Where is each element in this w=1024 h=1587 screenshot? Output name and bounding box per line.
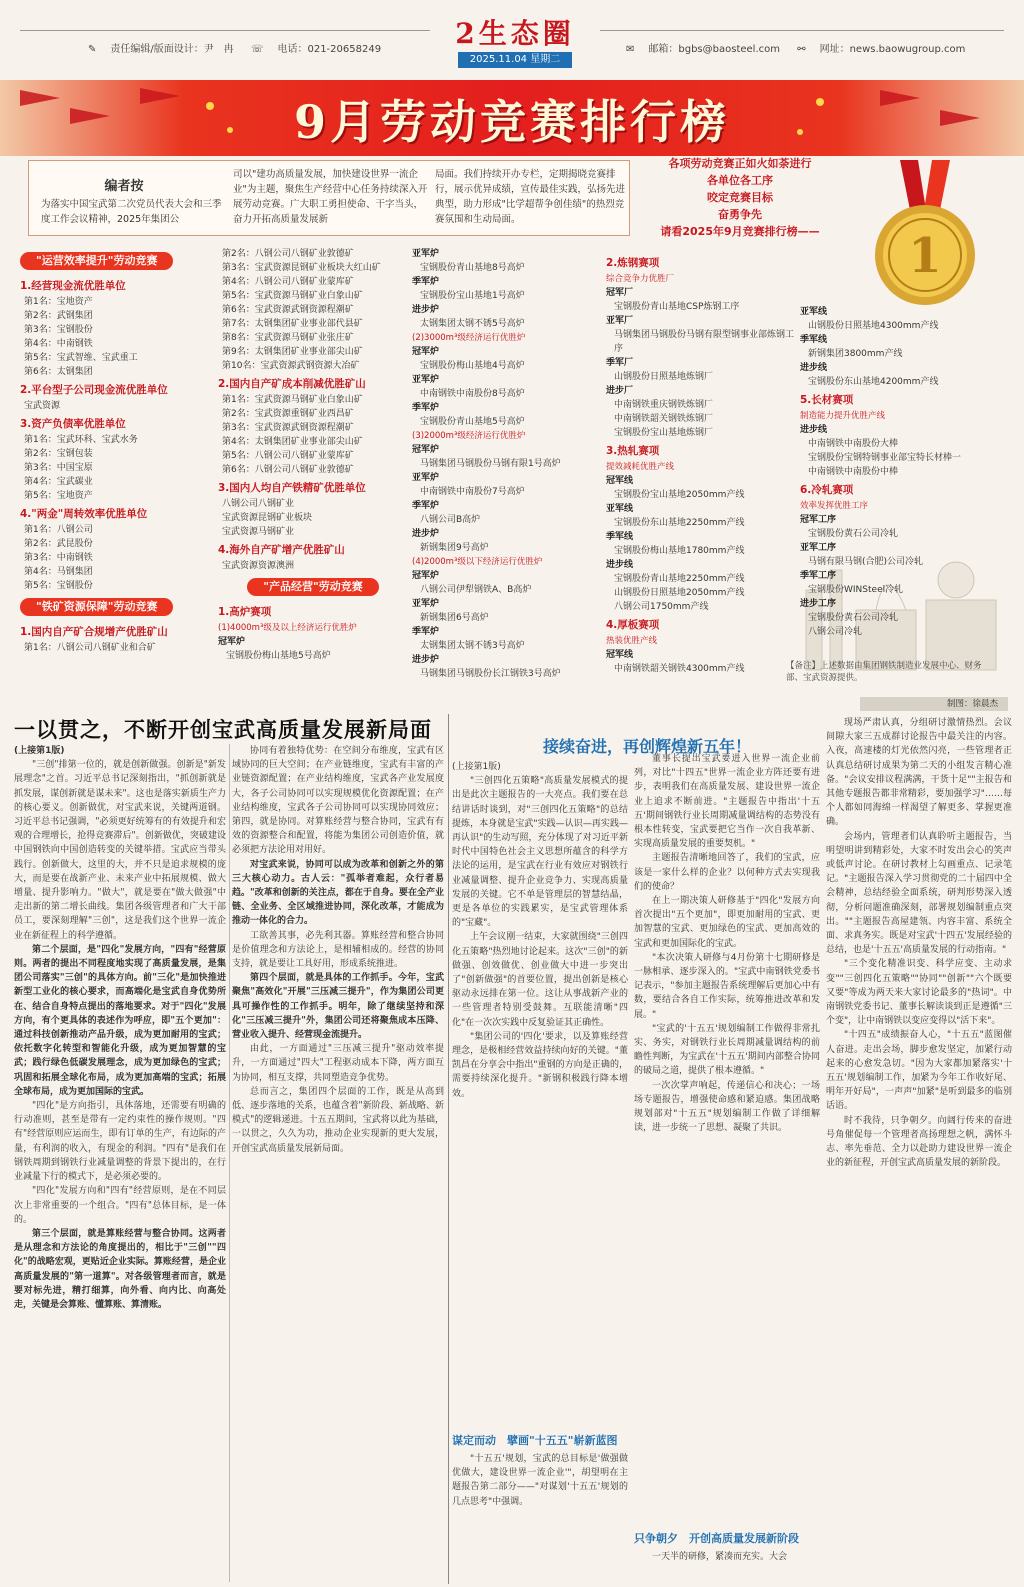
- paragraph: 现场严肃认真，分组研讨激情热烈。会议间隙大家三五成群讨论报告中最关注的内容。入夜，高速楼的灯光依然闪亮，一些管理者正认真总结研讨成果为第二天的小组发言精心准备。"会议安排议程满满，干货十足""主报告和其他专题报告都非常精彩，要加强学习"……每个人都如同海绵一样渴望了解更多、掌握更准确。: [826, 718, 1012, 828]
- rank-label: 进步炉: [412, 305, 440, 315]
- email-address[interactable]: 邮箱：bgbs@baosteel.com: [648, 44, 780, 55]
- rank-list: [20, 295, 210, 379]
- slogan-line: 请看2025年9月竞赛排行榜——: [660, 225, 820, 238]
- award-heading: 1.国内自产矿合规增产优胜矿山: [20, 626, 168, 638]
- rank-list: [218, 497, 408, 539]
- article-divider: [448, 714, 449, 1584]
- award-heading: 3.资产负债率优胜单位: [20, 418, 126, 430]
- rank-label: 冠军厂: [606, 288, 634, 298]
- award-heading: 2.平台型子公司现金流优胜单位: [20, 384, 168, 396]
- rank-item: 第2名：宝钢包装: [24, 449, 93, 459]
- rank-label: 季军工序: [800, 571, 837, 581]
- rank-item: 中南钢铁韶关钢铁炼钢厂: [614, 414, 714, 424]
- rank-item: 第3名：中南钢铁: [24, 553, 93, 563]
- rank-item: 第1名：八钢公司: [24, 525, 93, 535]
- award-subheading: (4)2000m³级以下经济运行优胜炉: [412, 557, 543, 567]
- paragraph: 由此，一方面通过"三压减三提升"驱动效率提升，一方面通过"四大"工程驱动成本下降，两方面互为协同，相互支撑，共同塑造竞争优势。: [232, 1044, 444, 1083]
- award-heading: 5.长材赛项: [800, 394, 854, 406]
- rank-item: 第1名：宝武环科、宝武水务: [24, 435, 138, 445]
- award-subheading: 综合竞争力优胜厂: [606, 274, 675, 284]
- award-heading: 4.厚板赛项: [606, 619, 660, 631]
- award-heading: 2.炼钢赛项: [606, 257, 660, 269]
- rank-item: 第3名：宝武资源武钢资源程潮矿: [222, 423, 354, 433]
- paragraph: "三创四化五策略"高质量发展模式的提出是此次主题报告的一大亮点。我们要在总结讲话时谈到，对"三创四化五策略"的总结提炼，本身就是宝武"实践—认识—再实践—再认识"的生动写照，充分体现了对习近平新时代中国特色社会主义思想所蕴含的科学方法论的运用，是宝武在行业有效应对钢铁行业减量调整、提升企业竞争力、实现高质量发展的关键。它不单是管理层的智慧结晶，更是各单位的实践累实，是宝武管理体系的"宝藏"。: [452, 776, 628, 929]
- continued-marker: (上接第1版): [14, 746, 65, 756]
- rank-item: 宝钢股份黄石公司冷轧: [808, 613, 899, 623]
- paragraph: "四化"发展方向和"四有"经营原则，是在不同层次上非常重要的一个组合。"四有"总体目标，是一体的。: [14, 1186, 226, 1225]
- rank-item: 马钢集团马钢股份马钢有限1号高炉: [420, 459, 561, 469]
- award-heading: 2.国内自产矿成本削减优胜矿山: [218, 378, 366, 390]
- rank-item: 第3名：中国宝原: [24, 463, 93, 473]
- rank-item: 宝钢股份梅山基地1780mm产线: [614, 546, 745, 556]
- article1-col-a: [14, 744, 226, 1584]
- header-rule-right: [600, 30, 1004, 31]
- article2-col-c: [826, 716, 1012, 1584]
- rank-label: 亚军线: [606, 504, 634, 514]
- rank-list: [218, 247, 408, 373]
- paragraph: 在上一期决策人研修基于"四化"发展方向首次提出"五个更加"，即更加耐用的宝武、更加智慧的宝武、更加绿色的宝武、更加高效的宝武和更加国际化的宝武。: [634, 896, 820, 949]
- rank-label: 冠军炉: [412, 571, 440, 581]
- graphic-credit: 制图：徐晨杰: [860, 697, 1008, 711]
- rank-item: 宝钢股份梅山基地4号高炉: [420, 361, 525, 371]
- paragraph: 会场内，管理者们认真聆听主题报告，当明望明讲到精彩处，大家不时发出会心的笑声或低声讨论。在研讨教材上勾画重点、记录笔记。"主题报告深入学习贯彻党的二十届四中全会精神，总结经验全面系统，研判形势深入透彻，分析问题准确深刻，部署规划编制重点突出。""主题报告高屋建瓴、内容丰富、系统全面、求真务实。既是对宝武'十四五'发展经验的总结，也是'十五五'高质量发展的行动指南。": [826, 831, 1012, 956]
- paragraph: 董事长提出宝武要进入世界一流企业前列，对比"十四五"世界一流企业方阵还要有进步，表明我们在高质量发展、建设世界一流企业上追求不断前进。"主题报告中指出'十五五'期间钢铁行业长周期减量调结构的态势没有根本性转变，宝武要把它当作一次自我革新、实现高质量发展的重要契机。": [634, 754, 820, 850]
- rank-item: 马钢集团马钢股份长江钢铁3号高炉: [420, 669, 561, 679]
- editor-note-col1: 为落实中国宝武第二次党员代表大会和三季度工作会议精神，2025年集团公: [41, 199, 222, 225]
- article2-subheading-b: 只争朝夕 开创高质量发展新阶段: [634, 1532, 799, 1545]
- paragraph: 主题报告清晰地回答了，我们的宝武，应该是一家什么样的企业？以何种方式去实现我们的使命？: [634, 853, 820, 892]
- rank-item: 第4名：宝武碳业: [24, 477, 93, 487]
- rank-item: 宝钢股份青山基地5号高炉: [420, 417, 525, 427]
- article1-title: 一以贯之，不断开创宝武高质量发展新局面: [14, 717, 432, 742]
- issue-date: 2025.11.04 星期二: [458, 52, 572, 68]
- award-heading: 4.海外自产矿增产优胜矿山: [218, 544, 345, 556]
- header-right-info: [626, 40, 979, 55]
- header-left-info: [88, 40, 395, 55]
- paragraph: "十五五'规划，宝武的总目标是'做强做优做大，建设世界一流企业'"，胡望明在主题报告第二部分——"对谋划'十五五'规划的几点思考"中强调。: [452, 1454, 628, 1507]
- rank-item: 第7名：太钢集团矿业事业部代县矿: [222, 319, 363, 329]
- rank-item: 第1名：八钢公司八钢矿业和合矿: [24, 643, 156, 653]
- rank-item: 八钢公司B高炉: [420, 515, 481, 525]
- rank-item: 第10名：宝武资源武钢资源大冶矿: [222, 361, 360, 371]
- rank-item: 第3名：宝武资源昆钢矿业板块大红山矿: [222, 263, 381, 273]
- rank-item: 太钢集团太钢不锈3号高炉: [420, 641, 525, 651]
- rank-label: 进步炉: [412, 655, 440, 665]
- rank-item: 宝钢股份WINSteel冷轧: [808, 585, 904, 595]
- paragraph: 一次次掌声响起，传递信心和决心；一场场专题报告，增强使命感和紧迫感。集团战略规划部对"十五五"规划编制工作做了详细解读，进一步统一了思想、凝聚了共识。: [634, 1080, 820, 1134]
- paragraph: 时不我待，只争朝夕。向阔行传来的奋进号角催促每一个管理者高扬理想之帆，满怀斗志、率先垂范、全力以赴助力建设世界一流企业的新征程，开创宝武高质量发展的新阶段。: [826, 1115, 1012, 1169]
- competition-pill: "铁矿资源保障"劳动竞赛: [20, 598, 173, 616]
- rank-label: 冠军炉: [412, 445, 440, 455]
- rank-item: 宝武资源资源澳洲: [222, 561, 295, 571]
- phone-number: 电话：021-20658249: [277, 44, 382, 55]
- rank-item: 中南钢铁重庆钢铁炼钢厂: [614, 400, 714, 410]
- rank-label: 季军炉: [412, 403, 440, 413]
- editor-credit: 责任编辑/版面设计：尹 冉: [110, 44, 234, 55]
- slogan-line: 咬定竞赛目标: [707, 191, 773, 204]
- rank-label: 亚军炉: [412, 249, 440, 259]
- rank-item: 第2名：武昆股份: [24, 539, 93, 549]
- website-url[interactable]: 网址：news.baowugroup.com: [819, 44, 966, 55]
- rank-item: 宝武资源马钢矿业: [222, 527, 295, 537]
- award-subheading: 提效减耗优胜产线: [606, 462, 675, 472]
- rank-item: 中南钢铁中南股份7号高炉: [420, 487, 525, 497]
- rank-item: 第6名：宝武资源武钢资源程潮矿: [222, 305, 354, 315]
- paragraph: 第三个层面，就是算账经营与整合协同。这两者是从理念和方法论的角度提出的，相比于"三创""四化"的战略宏观，更贴近企业实际。算账经营，是企业高质量发展的"第一道算"。对各级管理者而言，就是要对标先进，精打细算，向外看、向内比、向高处走，关键是会算账、懂算账、算清账。: [14, 1228, 226, 1310]
- paragraph: "四化"是方向指引，具体落地，还需要有明确的行动准则，甚至是带有一定约束性的操作规则。"四有"经营原则应运而生，即有订单的生产，有边际的产量，有利润的收入，有现金的利润。"四有"是我们在钢铁周期到钢铁行业减量调整的背景下提出的，在行业减量下行的模式下，是必须必要的。: [14, 1101, 226, 1183]
- rank-label: 进步线: [606, 560, 634, 570]
- rank-item: 第5名：宝武资源马钢矿业白象山矿: [222, 291, 363, 301]
- paragraph: 工欲善其事，必先利其器。算账经营和整合协同是价值理念和方法论上，是相辅相成的。经营的协同支持，就是要让工具好用，形成系统推进。: [232, 930, 444, 970]
- rank-list: [20, 523, 210, 593]
- rank-item: 宝钢股份东山基地2250mm产线: [614, 518, 745, 528]
- rank-item: 中南钢铁中南股份8号高炉: [420, 389, 525, 399]
- rank-label: 亚军线: [800, 307, 828, 317]
- award-heading: 3.热轧赛项: [606, 445, 660, 457]
- rank-item: 第5名：八钢公司八钢矿业蒙库矿: [222, 451, 354, 461]
- rank-label: 冠军炉: [218, 637, 246, 647]
- article1-col-b: [232, 744, 444, 1584]
- rank-item: 宝武资源昆钢矿业板块: [222, 513, 313, 523]
- svg-text:1: 1: [908, 228, 942, 284]
- paragraph: 第二个层面，是"四化"发展方向，"四有"经营原则。两者的提出不同程度地实现了高质量发展，是集团公司落实"三创"的具体方向。前"三化"是加快推进新型工业化的核心要求，而高端化是宝武自身优势所在、结合自身特点提出的落地要求。对于"四化"发展方向，有个更具体的表述作为呼应，即"五个更加"：通过科技创新推动产品升级，成为更加耐用的宝武；依托数字化转型和智能化升级，成为更加智慧的宝武；践行绿色低碳发展理念，成为更加绿色的宝武；巩固和拓展全球化布局，成为更加高端的宝武；拓展全球布局，成为更加国际的宝武。: [14, 944, 226, 1097]
- rank-label: 季军炉: [412, 627, 440, 637]
- paragraph: 上午会议刚一结束，大家就围绕"三创四化五策略"热烈地讨论起来。这次"三创"的新做强、创效做优、创业做大中进一步突出了"创新做强"的首要位置，提出创新是核心驱动永远排在第一位。这让从事战新产业的一些管理者特别受鼓舞。互联能清晰"四化"在一次次实践中反复验证其正确性。: [452, 932, 628, 1028]
- mail-icon: ✉: [626, 44, 635, 55]
- rank-item: 八钢公司1750mm产线: [614, 602, 709, 612]
- rank-item: 新钢集团6号高炉: [420, 613, 489, 623]
- rank-item: 第6名：太钢集团: [24, 367, 93, 377]
- rank-item: 宝钢股份青山基地CSP炼钢工序: [614, 302, 740, 312]
- ranking-col-4: [606, 252, 796, 676]
- competition-pill: "运营效率提升"劳动竞赛: [20, 252, 173, 270]
- rank-label: 进步炉: [412, 529, 440, 539]
- article2-col-b-tail: [634, 1550, 820, 1584]
- slogan-line: 各项劳动竞赛正如火如荼进行: [668, 157, 812, 170]
- editor-note-col3: 局面。我们持续开办专栏，定期揭晓竞赛排行，展示优异成绩，宣传最佳实践，弘扬先进典型，助力形成"比学超帮争创佳绩"的热烈竞赛氛围和生动局面。: [435, 169, 626, 225]
- rank-item: 第3名：宝钢股份: [24, 325, 93, 335]
- rank-label: 季军炉: [412, 277, 440, 287]
- rank-list: [20, 433, 210, 503]
- rank-item: 山钢股份日照基地2050mm产线: [614, 588, 745, 598]
- rank-label: 亚军工序: [800, 543, 837, 553]
- rank-item: 宝钢股份宝山基地炼钢厂: [614, 428, 714, 438]
- rank-label: 亚军炉: [412, 375, 440, 385]
- paragraph: "集团公司的'四化'要求，以及算账经营理念，是极相经营效益持续向好的关键。"董凯昌在分享会中指出"重钢的方向是正确的，需要持续深化提升。"新钢积极践行降本增效。: [452, 1031, 628, 1099]
- rank-item: 八钢公司伊犁钢铁A、B高炉: [420, 585, 532, 595]
- article2-title: 接续奋进，再创辉煌新五年！: [542, 737, 751, 756]
- rank-label: 冠军线: [606, 476, 634, 486]
- ranking-col-3: [412, 247, 602, 681]
- rank-item: 第1名：宝武资源马钢矿业白象山矿: [222, 395, 363, 405]
- rank-item: 宝钢股份宝钢特钢事业部宝特长材棒一: [808, 453, 962, 463]
- paragraph: 一天半的研修，紧凑而充实。大会: [652, 1552, 788, 1562]
- slogan: [620, 155, 860, 240]
- rank-item: 宝钢股份梅山基地5号高炉: [226, 651, 331, 661]
- editor-note-col2: 司以"建功高质量发展，加快建设世界一流企业"为主题，聚焦生产经营中心任务持续深入开展劳动竞赛。广大职工勇担使命、干字当头，奋力开拓高质量发展新: [233, 169, 428, 225]
- rank-item: 第4名：中南钢铁: [24, 339, 93, 349]
- edit-icon: ✎: [88, 44, 97, 55]
- rank-item: 八钢公司冷轧: [808, 627, 863, 637]
- rank-item: 宝武资源: [24, 401, 61, 411]
- rank-label: 季军线: [800, 335, 828, 345]
- masthead: [0, 0, 1024, 72]
- paragraph: "三个变化精准识变、科学应变、主动求变""三创四化五策略""协同""创新""六个既要又要"等成为两天来大家讨论最多的"热词"。中南钢铁党委书记、董事长解读谈到正是遵循"三个变"，让中南钢铁以变应变得以"活下来"。: [826, 959, 1012, 1027]
- award-subheading: (1)4000m³级及以上经济运行优胜炉: [218, 623, 357, 633]
- editor-note-label: 编者按: [104, 179, 144, 194]
- award-subheading: 制造能力提升优胜产线: [800, 411, 886, 421]
- award-subheading: 热装优胜产线: [606, 636, 658, 646]
- banner-title: 9月劳动竞赛排行榜: [293, 95, 730, 149]
- rank-label: 冠军工序: [800, 515, 837, 525]
- link-icon: ⚯: [797, 44, 806, 55]
- column-divider: [229, 744, 230, 1582]
- rank-item: 中南钢铁韶关钢铁4300mm产线: [614, 664, 745, 674]
- rank-item: 第2名：宝武资源重钢矿业西昌矿: [222, 409, 354, 419]
- header-rule-left: [20, 30, 430, 31]
- rank-item: 太钢集团太钢不锈5号高炉: [420, 319, 525, 329]
- award-heading: 6.冷轧赛项: [800, 484, 854, 496]
- rank-item: 马钢有限马钢(合肥)公司冷轧: [808, 557, 924, 567]
- paragraph: "本次决策人研修与4月份第十七期研修是一脉相承、逐步深入的。"宝武中南钢铁党委书记表示，"参加主题报告系统理解后更加心中有数，要结合各自工作实际，统筹推进改革和发展。": [634, 952, 820, 1020]
- rank-item: 第2名：武钢集团: [24, 311, 93, 321]
- paragraph: "三创"排第一位的，就是创新做强。创新是"新发展理念"之首。习近平总书记深刻指出，"抓创新就是抓发展，谋创新就是谋未来"。这也是落实新质生产力的核心要义。创新做优，对宝武来说，关键两道钢。习近平总书记强调，"必须更好统筹有的有效提升和宏观的合理增长，抢得竞赛滞后"。创新做优，突破建设中国钢铁向中国创造转变的关键举措。宝武应当带头践行。创新做大，这里的大，并不只是追求规模的庞大，而是要在战新产业、未来产业中拓展规模、做大增量、提升影响力。"做大"，就是要在"做大做强"中走出新的第二增长曲线。集团各级管理者和广大干部员工，要深刻理解"三创"，这是我们这个世界一流企业在新征程上的科学遵循。: [14, 760, 226, 941]
- ranking-col-2: [218, 247, 408, 663]
- article2-col-a: [452, 760, 628, 1430]
- rank-list: [218, 393, 408, 477]
- banner: [0, 80, 1024, 156]
- rank-item: 宝钢股份黄石公司冷轧: [808, 529, 899, 539]
- rank-label: 季军炉: [412, 501, 440, 511]
- award-heading: 1.经营现金流优胜单位: [20, 280, 126, 292]
- rank-item: 第5名：宝武智维、宝武重工: [24, 353, 138, 363]
- award-heading: 4."两金"周转效率优胜单位: [20, 508, 148, 520]
- rank-label: 季军厂: [606, 358, 634, 368]
- award-heading: 3.国内人均自产铁精矿优胜单位: [218, 482, 366, 494]
- rank-item: 第4名：八钢公司八钢矿业蒙库矿: [222, 277, 354, 287]
- rank-label: 季军线: [606, 532, 634, 542]
- award-subheading: (3)2000m³级经济运行优胜炉: [412, 431, 526, 441]
- rank-item: 马钢集团马钢股份马钢有限型钢事业部炼钢工序: [614, 330, 795, 354]
- slogan-line: 各单位各工序: [707, 174, 773, 187]
- paragraph: "十四五"成绩振奋人心，"十五五"蓝图催人奋进。走出会场，脚步愈发坚定，加紧行动起来的心愈发急切。"因为大家都加紧落实'十五五'规划编制工作，加紧为今年工作收好尾、明年开好局"，一声声"加紧"是听到最多的临别话语。: [826, 1030, 1012, 1112]
- paragraph: 对宝武来说，协同可以成为改革和创新之外的第三大核心动力。古人云："孤举者难起，众行者易趋。"改革和创新的关注点，都在于自身。要在全产业链、全业务、全区域推进协同，深化改革，才能成为推动一体化的合力。: [232, 859, 444, 927]
- rank-item: 宝钢股份宝山基地2050mm产线: [614, 490, 745, 500]
- section-name: 2生态圈: [455, 17, 575, 50]
- article2-subheading-a: 谋定而动 擘画"十五五"崭新蓝图: [452, 1434, 618, 1447]
- rank-label: 进步线: [800, 425, 828, 435]
- rank-item: 山钢股份日照基地炼钢厂: [614, 372, 714, 382]
- rank-label: 亚军炉: [412, 599, 440, 609]
- data-source-note: 【备注】上述数据由集团钢铁制造业发展中心、财务部、宝武资源提供。: [786, 661, 982, 683]
- rank-label: 进步厂: [606, 386, 634, 396]
- rank-item: 第5名：宝钢股份: [24, 581, 93, 591]
- rank-item: 第8名：宝武资源马钢矿业张庄矿: [222, 333, 354, 343]
- rank-label: 亚军厂: [606, 316, 634, 326]
- rank-item: 中南钢铁中南股份中棒: [808, 467, 899, 477]
- rank-item: 宝钢股份东山基地4200mm产线: [808, 377, 939, 387]
- paragraph: 协同有着独特优势：在空间分布维度，宝武有区域协同的巨大空间；在产业链维度，宝武有丰富的产业链资源配置；在产业结构维度，宝武各产业发展度大，各子公司协同可以实现规模优化资源配置；在产业结构维度，宝武各子公司协同可以实现协同效应；第四，就是协同。对算账经营与整合协同，宝武有有效的资源整合和配置，将能为集团公司创造价值，就必须把方法论用对用好。: [232, 746, 444, 856]
- ranking-col-1: [20, 247, 210, 655]
- rank-item: 第9名：太钢集团矿业事业部尖山矿: [222, 347, 363, 357]
- rank-item: 第6名：八钢公司八钢矿业敦德矿: [222, 465, 354, 475]
- rank-item: 第1名：宝地资产: [24, 297, 93, 307]
- rank-label: 进步工序: [800, 599, 837, 609]
- rank-label: 冠军线: [606, 650, 634, 660]
- article2-col-b: [634, 752, 820, 1432]
- rank-item: 宝钢股份青山基地2250mm产线: [614, 574, 745, 584]
- rank-item: 第2名：八钢公司八钢矿业敦德矿: [222, 249, 354, 259]
- paragraph: "宝武的'十五五'规划编制工作做得非常扎实、务实，对钢铁行业长周期减量调结构的前瞻性判断，为宝武在'十五五'期间内部整合协同的破局之道，提供了根本遵循。": [634, 1023, 820, 1077]
- paragraph: 总而言之，集团四个层面的工作，既是从高到低、逐步落地的关系，也蕴含着"新阶段、新战略、新模式"的逻辑递进。十五五期间，宝武将以此为基础，一以贯之，久久为功，推动企业实现新的更大发展，开创宝武高质量发展新局面。: [232, 1086, 444, 1154]
- rank-label: 冠军炉: [412, 347, 440, 357]
- rank-item: 中南钢铁中南股份大棒: [808, 439, 899, 449]
- award-subheading: 效率发挥优胜工序: [800, 501, 869, 511]
- ranking-col-5: [800, 305, 1000, 639]
- rank-item: 新钢集团9号高炉: [420, 543, 489, 553]
- phone-icon: ☏: [250, 44, 264, 55]
- rank-label: 进步线: [800, 363, 828, 373]
- rank-label: 亚军炉: [412, 473, 440, 483]
- rank-item: 第5名：宝地资产: [24, 491, 93, 501]
- rank-item: 新钢集团3800mm产线: [808, 349, 903, 359]
- editor-note: [28, 160, 630, 236]
- rank-item: 山钢股份日照基地4300mm产线: [808, 321, 939, 331]
- rank-item: 宝钢股份青山基地8号高炉: [420, 263, 525, 273]
- gold-medal-icon: [860, 160, 990, 310]
- award-subheading: (2)3000m³级经济运行优胜炉: [412, 333, 526, 343]
- rank-item: 第4名：太钢集团矿业事业部尖山矿: [222, 437, 363, 447]
- slogan-line: 奋勇争先: [718, 208, 762, 221]
- paragraph: 第四个层面，就是具体的工作抓手。今年，宝武聚焦"高效化"开展"三压减三提升"，作为集团公司更具可操作性的工作抓手。明年，除了继续坚持和深化"三压减三提升"外，集团公司还将聚焦成本压降、营业收入提升、经营现金流提升。: [232, 973, 444, 1041]
- competition-pill: "产品经营"劳动竞赛: [247, 578, 378, 596]
- rank-item: 第4名：马钢集团: [24, 567, 93, 577]
- rank-item: 宝钢股份宝山基地1号高炉: [420, 291, 525, 301]
- continued-marker: (上接第1版): [452, 762, 501, 772]
- article2-col-a-tail: [452, 1452, 628, 1584]
- award-heading: 1.高炉赛项: [218, 606, 272, 618]
- rank-item: 八钢公司八钢矿业: [222, 499, 295, 509]
